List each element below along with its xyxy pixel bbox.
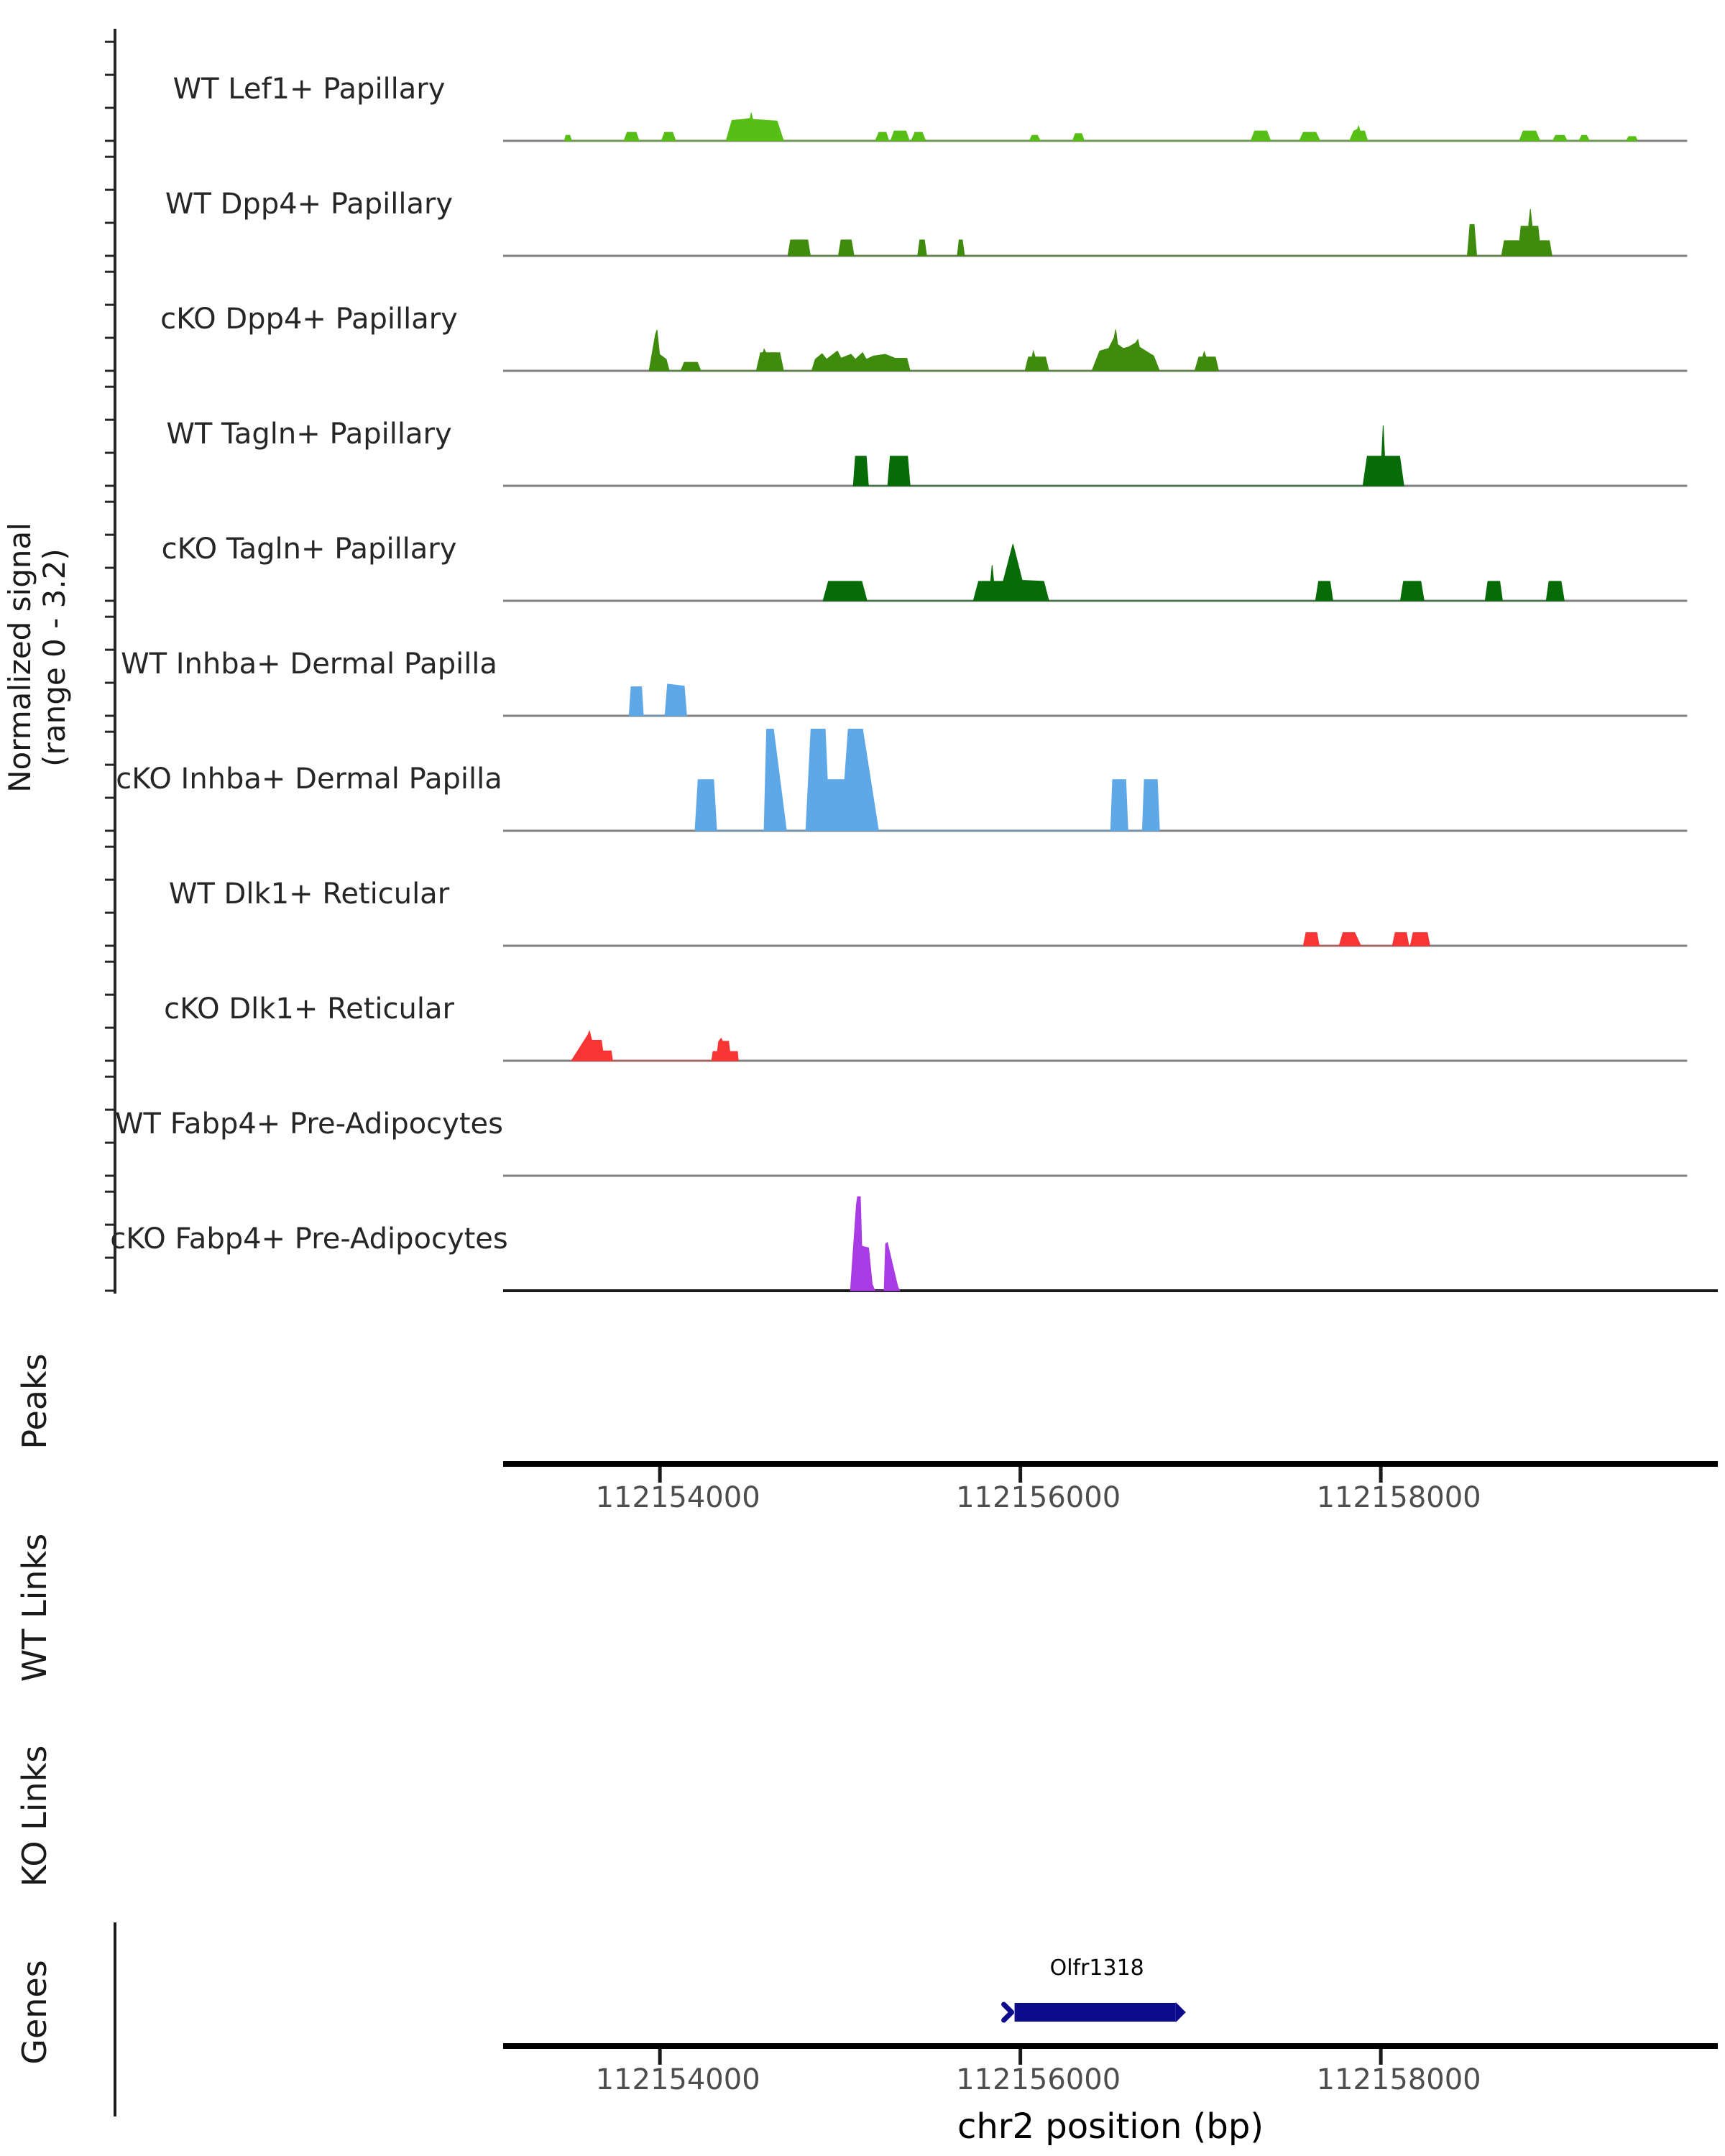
x-axis-tick-label: 112156000 — [956, 2063, 1121, 2096]
gene-arrow-head — [1176, 2002, 1186, 2022]
signal-track — [115, 1107, 1687, 1176]
coverage-area — [788, 209, 1552, 256]
signal-track — [121, 648, 1687, 716]
track-label: cKO Inhba+ Dermal Papilla — [116, 763, 502, 796]
signal-track — [165, 188, 1687, 256]
coverage-area — [853, 425, 1404, 486]
signal-tracks — [110, 73, 1718, 1291]
track-label: cKO Dlk1+ Reticular — [164, 992, 454, 1026]
section-label-genes: Genes — [15, 1960, 54, 2065]
y-axis-title-line1: Normalized signal — [2, 522, 37, 793]
x-axis-title: chr2 position (bp) — [957, 2106, 1264, 2147]
track-label: WT Inhba+ Dermal Papilla — [121, 648, 497, 681]
signal-track — [166, 418, 1687, 486]
coverage-area — [629, 684, 686, 716]
coverage-area — [1303, 933, 1430, 946]
x-axis-tick-label: 112156000 — [956, 1481, 1121, 1514]
signal-track — [164, 992, 1687, 1061]
signal-track — [110, 1197, 1718, 1291]
x-axis-tick-label: 112154000 — [595, 2063, 760, 2096]
track-label: WT Dlk1+ Reticular — [168, 877, 450, 911]
track-label: cKO Dpp4+ Papillary — [160, 303, 458, 336]
coverage-area — [649, 330, 1218, 371]
section-label-peaks: Peaks — [15, 1353, 54, 1450]
x-axis-tick-label: 112158000 — [1316, 2063, 1481, 2096]
signal-track — [116, 729, 1687, 831]
gene-body — [1015, 2003, 1176, 2022]
gene-label: Olfr1318 — [1049, 1955, 1144, 1981]
track-label: WT Fabp4+ Pre-Adipocytes — [115, 1107, 503, 1141]
peaks-x-axis — [503, 1464, 1718, 1514]
tracks-y-axis — [105, 29, 115, 1294]
gene-strand-chevron — [1004, 2004, 1012, 2020]
x-axis-tick-label: 112158000 — [1316, 1481, 1481, 1514]
coverage-area — [571, 1031, 738, 1061]
track-label: cKO Fabp4+ Pre-Adipocytes — [110, 1222, 508, 1256]
signal-track — [173, 73, 1688, 141]
y-axis-title-line2: (range 0 - 3.2) — [37, 548, 72, 767]
coverage-area — [823, 544, 1564, 601]
section-label-wt-links: WT Links — [15, 1533, 54, 1682]
x-axis-tick-label: 112154000 — [595, 1481, 760, 1514]
bottom-x-axis — [503, 2046, 1718, 2096]
gene-annotation — [1004, 1955, 1186, 2022]
coverage-area — [695, 729, 1159, 831]
signal-track — [162, 533, 1688, 601]
track-label: WT Dpp4+ Papillary — [165, 188, 454, 221]
track-label: WT Lef1+ Papillary — [172, 73, 446, 106]
section-label-ko-links: KO Links — [15, 1745, 54, 1887]
coverage-area — [564, 113, 1637, 141]
track-label: cKO Tagln+ Papillary — [161, 533, 457, 566]
signal-track — [160, 303, 1687, 371]
signal-track — [169, 877, 1688, 946]
coverage-area — [850, 1197, 900, 1291]
track-label: WT Tagln+ Papillary — [166, 418, 452, 451]
